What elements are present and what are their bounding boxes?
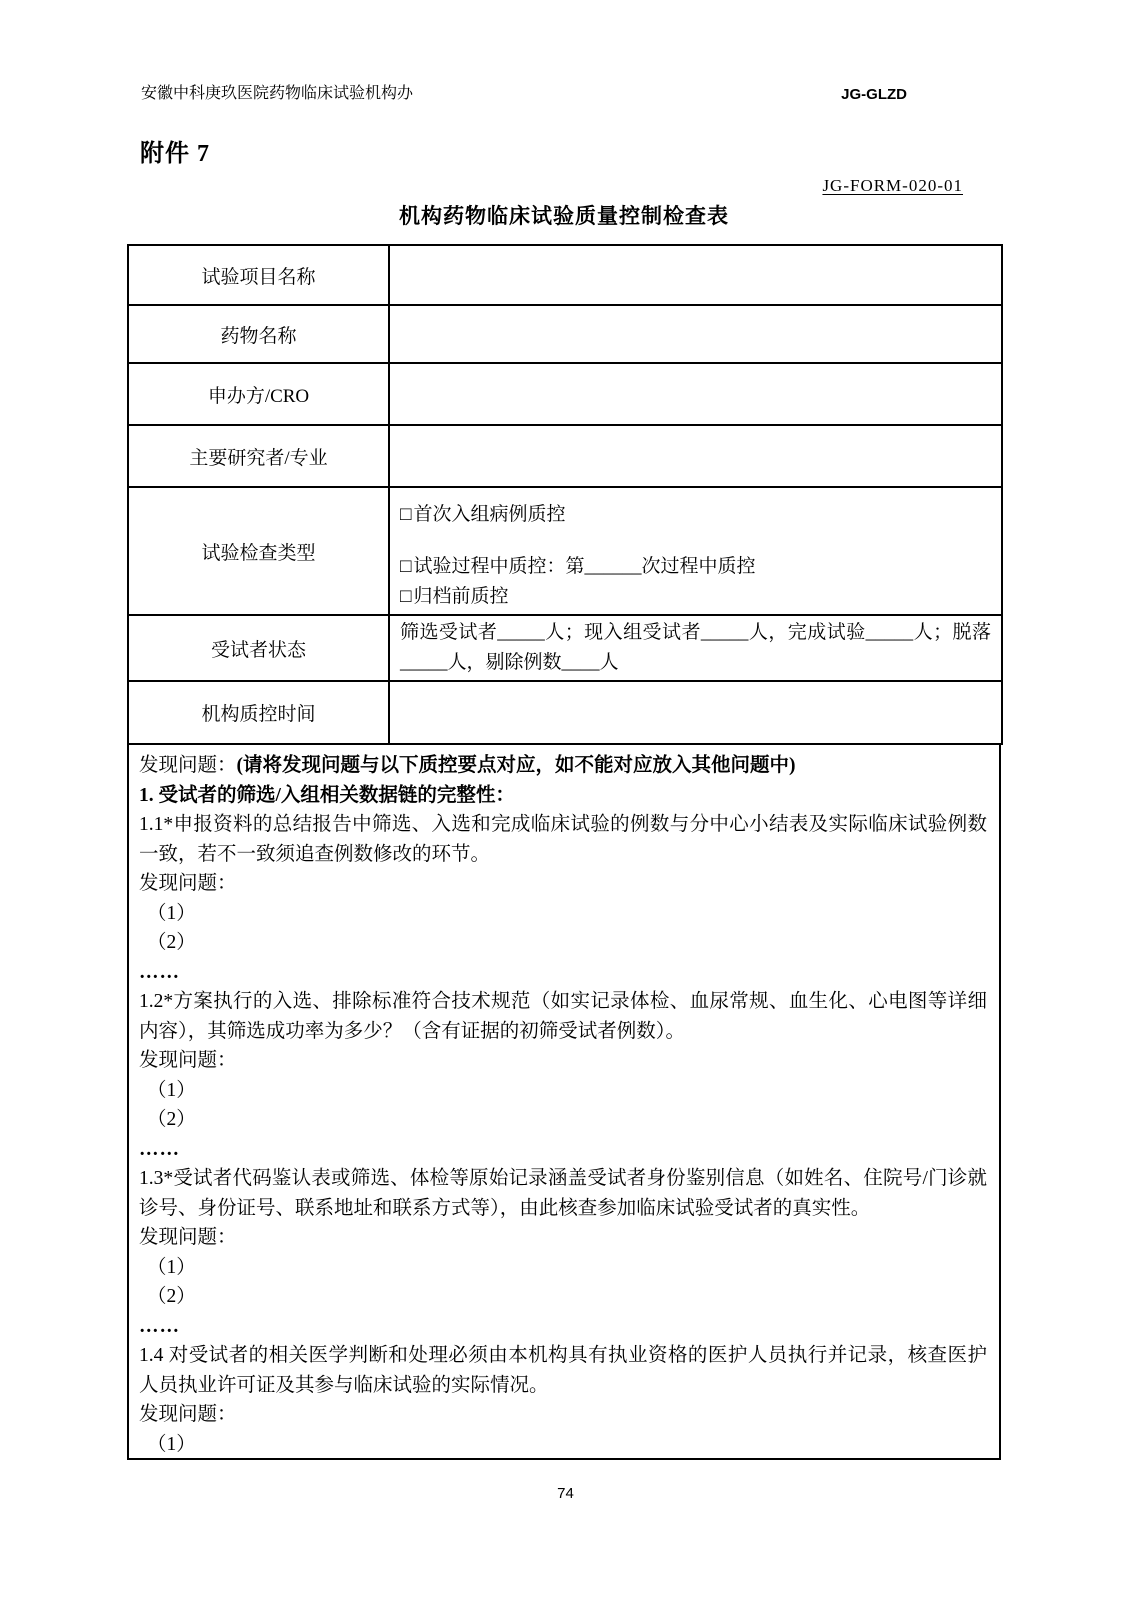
header-org-name: 安徽中科庚玖医院药物临床试验机构办	[141, 85, 414, 102]
row-label-check-type: 试验检查类型	[128, 487, 389, 615]
attachment-label: 附件 7	[140, 141, 210, 167]
table-row	[128, 245, 1002, 305]
section-heading: 1. 受试者的筛选/入组相关数据链的完整性：	[139, 784, 515, 806]
table-row	[128, 487, 1002, 615]
problem-slot-1[interactable]: （1）	[147, 902, 196, 924]
qc-item-1-1: 1.1*申报资料的总结报告中筛选、入选和完成临床试验的例数与分中心小结表及实际临床试验例数一致，若不一致须追查例数修改的环节。	[139, 814, 987, 865]
problems-intro	[139, 751, 987, 781]
document-page	[127, 0, 1001, 1460]
problems-section	[127, 745, 1001, 1460]
problem-slot-1[interactable]: （1）	[147, 1079, 196, 1101]
qc-time-field[interactable]	[389, 681, 1002, 744]
qc-item-1-4: 1.4 对受试者的相关医学判断和处理必须由本机构具有执业资格的医护人员执行并记录，核查医护人员执业许可证及其参与临床试验的实际情况。	[139, 1345, 987, 1396]
problem-slot-2[interactable]: （2）	[147, 1286, 196, 1307]
form-code	[127, 176, 1001, 196]
drug-name-field[interactable]	[389, 305, 1002, 363]
problem-slot-1[interactable]: （1）	[147, 1256, 196, 1278]
check-option-first-enrollment	[400, 500, 991, 530]
subject-status-text: 筛选受试者_____人；现入组受试者_____人，完成试验_____人；脱落_____人，剔除例数____人	[400, 622, 991, 673]
trial-project-name-field[interactable]	[389, 245, 1002, 305]
found-problems-label: 发现问题：	[139, 873, 237, 894]
checkbox-icon[interactable]: □	[400, 556, 412, 577]
check-option-in-process	[400, 552, 991, 582]
table-row	[128, 425, 1002, 487]
problems-note: (请将发现问题与以下质控要点对应，如不能对应放入其他问题中)	[236, 755, 796, 776]
qc-item-1-2: 1.2*方案执行的入选、排除标准符合技术规范（如实记录体检、血尿常规、血生化、心电图等详细内容），其筛选成功率为多少？（含有证据的初筛受试者例数）。	[139, 991, 987, 1042]
document-header	[127, 0, 1001, 103]
found-problems-label: 发现问题：	[139, 1227, 237, 1248]
table-row	[128, 681, 1002, 744]
row-label-subject-status: 受试者状态	[128, 615, 389, 681]
table-row	[128, 305, 1002, 363]
row-label-qc-time: 机构质控时间	[128, 681, 389, 744]
problem-slot-2[interactable]: （2）	[147, 932, 196, 953]
ellipsis: ……	[139, 1138, 180, 1160]
problem-slot-1[interactable]: （1）	[147, 1433, 196, 1455]
table-row	[128, 615, 1002, 681]
page-title: 机构药物临床试验质量控制检查表	[399, 204, 729, 228]
row-label-principal-investigator: 主要研究者/专业	[128, 425, 389, 487]
found-problems-label: 发现问题：	[139, 1050, 237, 1071]
ellipsis: ……	[139, 1315, 180, 1337]
check-option-label: 试验过程中质控：第______次过程中质控	[413, 556, 756, 577]
sponsor-cro-field[interactable]	[389, 363, 1002, 425]
problems-label: 发现问题：	[139, 755, 237, 776]
row-label-trial-project-name: 试验项目名称	[128, 245, 389, 305]
info-table	[127, 244, 1003, 745]
form-code-text: JG-FORM-020-01	[822, 176, 963, 195]
check-option-pre-archive	[400, 582, 991, 612]
checkbox-icon[interactable]: □	[400, 504, 412, 525]
ellipsis: ……	[139, 961, 180, 983]
row-label-sponsor-cro: 申办方/CRO	[128, 363, 389, 425]
checkbox-icon[interactable]: □	[400, 586, 412, 607]
check-type-options	[389, 487, 1002, 615]
principal-investigator-field[interactable]	[389, 425, 1002, 487]
problem-slot-2[interactable]: （2）	[147, 1109, 196, 1130]
qc-item-1-3: 1.3*受试者代码鉴认表或筛选、体检等原始记录涵盖受试者身份鉴别信息（如姓名、住院号/门诊就诊号、身份证号、联系地址和联系方式等），由此核查参加临床试验受试者的真实性。	[139, 1168, 987, 1219]
check-option-label: 首次入组病例质控	[413, 504, 566, 525]
found-problems-label: 发现问题：	[139, 1404, 237, 1425]
header-doc-code: JG-GLZD	[841, 86, 907, 103]
page-number: 74	[557, 1485, 574, 1502]
check-option-label: 归档前质控	[413, 586, 509, 607]
subject-status-field[interactable]	[389, 615, 1002, 681]
row-label-drug-name: 药物名称	[128, 305, 389, 363]
table-row	[128, 363, 1002, 425]
